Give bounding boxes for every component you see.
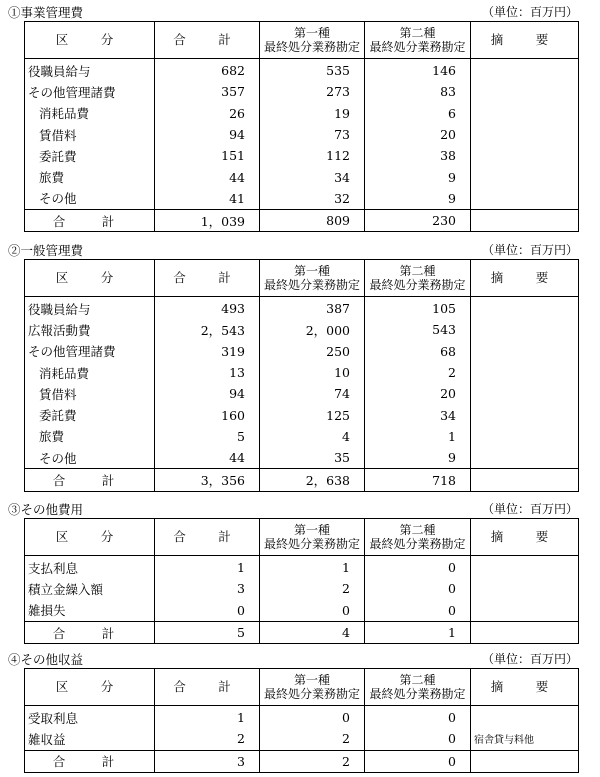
row-second: 0 [365, 578, 471, 599]
row-second: 0 [365, 728, 471, 750]
row-first: 387 [260, 297, 365, 320]
header-memo: 摘 要 [471, 260, 579, 297]
table-row [25, 600, 579, 622]
row-total: 44 [155, 447, 260, 469]
total-second: 230 [365, 210, 471, 232]
total-label: 合 計 [25, 621, 155, 643]
total-row [25, 621, 579, 643]
row-memo [471, 166, 579, 187]
row-first: 2，000 [260, 319, 365, 340]
row-total: 2，543 [155, 319, 260, 340]
unit-label: （単位：百万円） [481, 5, 578, 19]
row-memo [471, 124, 579, 145]
table-row [25, 103, 579, 124]
row-second: 543 [365, 319, 471, 340]
unit-label: （単位：百万円） [481, 243, 578, 257]
header-second-line1: 第二種 [399, 673, 436, 687]
row-total: 319 [155, 341, 260, 362]
total-total: 5 [155, 621, 260, 643]
table-row [25, 383, 579, 404]
row-second: 146 [365, 59, 471, 82]
table-row [25, 556, 579, 579]
header-second [365, 22, 471, 59]
expense-table [24, 518, 579, 644]
header-total: 合 計 [155, 260, 260, 297]
row-second: 2 [365, 362, 471, 383]
row-label: 旅費 [25, 166, 155, 187]
header-second-line2: 最終処分業務勘定 [369, 687, 466, 701]
table-row [25, 447, 579, 469]
row-first: 250 [260, 341, 365, 362]
row-second: 20 [365, 124, 471, 145]
row-total: 2 [155, 728, 260, 750]
row-memo [471, 578, 579, 599]
row-first: 4 [260, 426, 365, 447]
row-total: 160 [155, 404, 260, 425]
row-first: 112 [260, 145, 365, 166]
header-first-line1: 第一種 [293, 26, 330, 40]
row-total: 3 [155, 578, 260, 599]
row-total: 682 [155, 59, 260, 82]
total-label: 合 計 [25, 469, 155, 491]
row-label: その他管理諸費 [25, 81, 155, 102]
header-total: 合 計 [155, 519, 260, 556]
section-3 [8, 500, 578, 641]
row-total: 94 [155, 383, 260, 404]
header-first [260, 260, 365, 297]
row-label: 委託費 [25, 145, 155, 166]
row-second: 20 [365, 383, 471, 404]
total-row [25, 750, 579, 772]
row-label: 支払利息 [25, 556, 155, 579]
row-memo [471, 426, 579, 447]
table-row [25, 426, 579, 447]
header-second-line1: 第二種 [399, 26, 436, 40]
row-memo [471, 362, 579, 383]
row-total: 94 [155, 124, 260, 145]
total-first: 809 [260, 210, 365, 232]
row-second: 34 [365, 404, 471, 425]
row-first: 19 [260, 103, 365, 124]
table-row [25, 145, 579, 166]
total-label: 合 計 [25, 750, 155, 772]
table-row [25, 706, 579, 729]
header-kubun: 区 分 [25, 519, 155, 556]
row-label: 委託費 [25, 404, 155, 425]
row-first: 10 [260, 362, 365, 383]
row-first: 0 [260, 706, 365, 729]
unit-label: （単位：百万円） [481, 502, 578, 516]
section-title: ④その他収益 [8, 652, 84, 667]
header-total: 合 計 [155, 669, 260, 706]
table-row [25, 81, 579, 102]
row-first: 34 [260, 166, 365, 187]
row-memo [471, 600, 579, 622]
header-first [260, 22, 365, 59]
row-total: 26 [155, 103, 260, 124]
table-row [25, 404, 579, 425]
header-first-line2: 最終処分業務勘定 [263, 40, 360, 54]
row-label: 消耗品費 [25, 103, 155, 124]
row-second: 68 [365, 341, 471, 362]
header-second [365, 669, 471, 706]
header-kubun: 区 分 [25, 669, 155, 706]
table-row [25, 59, 579, 82]
row-memo [471, 59, 579, 82]
header-second-line1: 第二種 [399, 264, 436, 278]
total-second: 1 [365, 621, 471, 643]
row-total: 13 [155, 362, 260, 383]
total-first: 2 [260, 750, 365, 772]
row-second: 1 [365, 426, 471, 447]
row-second: 0 [365, 556, 471, 579]
row-total: 0 [155, 600, 260, 622]
total-row [25, 210, 579, 232]
header-first [260, 519, 365, 556]
header-second-line2: 最終処分業務勘定 [369, 40, 466, 54]
row-total: 1 [155, 706, 260, 729]
row-label: 雑収益 [25, 728, 155, 750]
section-4 [8, 650, 578, 770]
row-label: その他管理諸費 [25, 341, 155, 362]
row-total: 44 [155, 166, 260, 187]
row-label: 賃借料 [25, 383, 155, 404]
header-first-line2: 最終処分業務勘定 [263, 687, 360, 701]
section-title: ③その他費用 [8, 502, 84, 517]
row-memo [471, 556, 579, 579]
header-kubun: 区 分 [25, 260, 155, 297]
row-second: 38 [365, 145, 471, 166]
row-second: 0 [365, 600, 471, 622]
row-memo [471, 103, 579, 124]
header-first-line2: 最終処分業務勘定 [263, 278, 360, 292]
expense-table [24, 21, 579, 232]
income-table [24, 668, 579, 773]
row-label: 広報活動費 [25, 319, 155, 340]
row-second: 83 [365, 81, 471, 102]
header-second [365, 519, 471, 556]
header-total: 合 計 [155, 22, 260, 59]
row-first: 35 [260, 447, 365, 469]
row-memo [471, 341, 579, 362]
table-row [25, 166, 579, 187]
row-first: 0 [260, 600, 365, 622]
header-kubun: 区 分 [25, 22, 155, 59]
row-memo [471, 145, 579, 166]
section-title: ②一般管理費 [8, 243, 84, 258]
row-first: 1 [260, 556, 365, 579]
table-row [25, 362, 579, 383]
row-memo [471, 81, 579, 102]
row-memo [471, 706, 579, 729]
total-first: 2，638 [260, 469, 365, 491]
row-label: 役職員給与 [25, 59, 155, 82]
row-second: 0 [365, 706, 471, 729]
row-total: 5 [155, 426, 260, 447]
section-title: ①事業管理費 [8, 5, 84, 20]
row-memo: 宿舎貸与料他 [471, 728, 579, 750]
table-row [25, 188, 579, 210]
table-row [25, 728, 579, 750]
total-second: 718 [365, 469, 471, 491]
total-memo [471, 210, 579, 232]
row-total: 357 [155, 81, 260, 102]
row-first: 2 [260, 728, 365, 750]
header-second-line1: 第二種 [399, 523, 436, 537]
table-row [25, 341, 579, 362]
row-label: 旅費 [25, 426, 155, 447]
header-memo: 摘 要 [471, 669, 579, 706]
row-first: 125 [260, 404, 365, 425]
header-first-line1: 第一種 [293, 673, 330, 687]
row-label: 消耗品費 [25, 362, 155, 383]
row-memo [471, 383, 579, 404]
table-row [25, 319, 579, 340]
section-1 [8, 3, 578, 229]
section-2 [8, 241, 578, 489]
row-total: 41 [155, 188, 260, 210]
total-label: 合 計 [25, 210, 155, 232]
row-second: 105 [365, 297, 471, 320]
header-first [260, 669, 365, 706]
row-second: 9 [365, 166, 471, 187]
row-memo [471, 319, 579, 340]
header-second-line2: 最終処分業務勘定 [369, 537, 466, 551]
row-first: 73 [260, 124, 365, 145]
header-first-line1: 第一種 [293, 264, 330, 278]
header-first-line2: 最終処分業務勘定 [263, 537, 360, 551]
table-row [25, 297, 579, 320]
total-memo [471, 750, 579, 772]
row-memo [471, 188, 579, 210]
total-first: 4 [260, 621, 365, 643]
row-memo [471, 297, 579, 320]
total-memo [471, 621, 579, 643]
row-label: 積立金繰入額 [25, 578, 155, 599]
row-memo [471, 404, 579, 425]
header-second-line2: 最終処分業務勘定 [369, 278, 466, 292]
row-label: その他 [25, 188, 155, 210]
table-row [25, 124, 579, 145]
total-total: 3 [155, 750, 260, 772]
header-first-line1: 第一種 [293, 523, 330, 537]
row-label: その他 [25, 447, 155, 469]
row-second: 9 [365, 188, 471, 210]
header-second [365, 260, 471, 297]
header-memo: 摘 要 [471, 519, 579, 556]
total-memo [471, 469, 579, 491]
total-row [25, 469, 579, 491]
row-label: 雑損失 [25, 600, 155, 622]
total-total: 1，039 [155, 210, 260, 232]
row-total: 151 [155, 145, 260, 166]
header-memo: 摘 要 [471, 22, 579, 59]
unit-label: （単位：百万円） [481, 652, 578, 666]
row-total: 1 [155, 556, 260, 579]
row-first: 74 [260, 383, 365, 404]
row-second: 6 [365, 103, 471, 124]
row-first: 535 [260, 59, 365, 82]
row-first: 273 [260, 81, 365, 102]
total-total: 3，356 [155, 469, 260, 491]
row-total: 493 [155, 297, 260, 320]
row-label: 受取利息 [25, 706, 155, 729]
row-memo [471, 447, 579, 469]
table-row [25, 578, 579, 599]
row-first: 2 [260, 578, 365, 599]
expense-table [24, 259, 579, 492]
row-first: 32 [260, 188, 365, 210]
row-label: 役職員給与 [25, 297, 155, 320]
row-second: 9 [365, 447, 471, 469]
row-label: 賃借料 [25, 124, 155, 145]
total-second: 0 [365, 750, 471, 772]
